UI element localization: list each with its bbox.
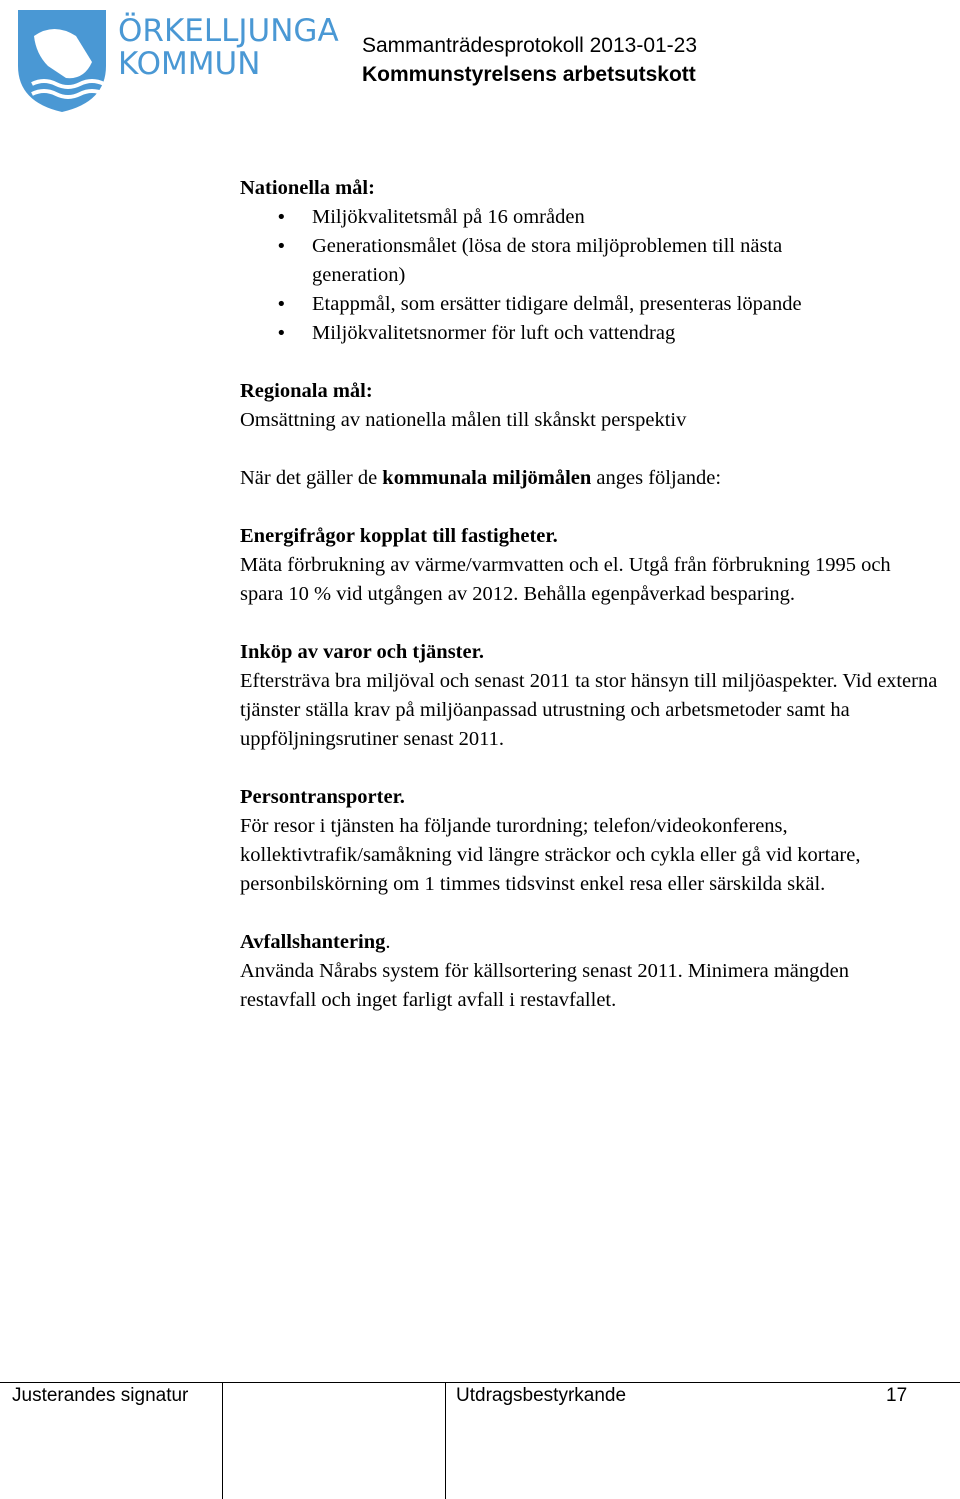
transport-text: För resor i tjänsten ha följande turordning; telefon/videokonferens, kollektivtrafik/samåkning vid längre sträckor och cykla eller gå vid kortare, personbilskörning om 1 timmes tidsvinst enkel resa eller särskilda skäl.: [240, 815, 861, 895]
logo-name-line2: KOMMUN: [118, 46, 261, 82]
extract-certifying-cell: [446, 1383, 846, 1499]
document-body: [240, 174, 940, 1015]
municipality-logo: [14, 6, 339, 116]
list-item: • Miljökvalitetsnormer för luft och vattendrag: [240, 319, 940, 348]
list-item: • Miljökvalitetsmål på 16 områden: [240, 203, 940, 232]
document-title: Sammanträdesprotokoll 2013-01-23: [362, 34, 698, 57]
list-item: • Etappmål, som ersätter tidigare delmål, presenteras löpande: [240, 290, 940, 319]
regional-goals-text: Omsättning av nationella målen till skånskt perspektiv: [240, 409, 687, 431]
purchase-heading: Inköp av varor och tjänster.: [240, 641, 484, 663]
municipal-goals-intro: [240, 464, 940, 493]
regional-goals-heading: Regionala mål:: [240, 380, 373, 402]
intro-bold: kommunala miljömålen: [382, 467, 592, 489]
purchase-text: Eftersträva bra miljöval och senast 2011 ta stor hänsyn till miljöaspekter. Vid externa tjänster ställa krav på miljöanpassad utrustning och arbetsmetoder samt ha uppföljningsrutiner senast 2011.: [240, 670, 938, 750]
logo-name-line1: ÖRKELLJUNGA: [118, 13, 339, 49]
energy-text: Mäta förbrukning av värme/varmvatten och el. Utgå från förbrukning 1995 och spara 10 % vid utgången av 2012. Behålla egenpåverkad besparing.: [240, 554, 891, 605]
waste-heading-dot: .: [385, 931, 391, 953]
waste-text: Använda Nårabs system för källsortering senast 2011. Minimera mängden restavfall och inget farligt avfall i restavfallet.: [240, 960, 849, 1011]
waste-heading: Avfallshantering: [240, 931, 386, 953]
energy-heading: Energifrågor kopplat till fastigheter.: [240, 525, 558, 547]
page-number: 17: [886, 1385, 908, 1406]
extract-certifying-label: Utdragsbestyrkande: [456, 1385, 627, 1406]
committee-name: Kommunstyrelsens arbetsutskott: [362, 63, 696, 86]
municipality-coat-of-arms-icon: [14, 6, 114, 114]
national-goals-list: [240, 203, 940, 348]
signature-field: [223, 1383, 446, 1499]
waste-heading-line: [240, 928, 940, 957]
national-goals-heading: Nationella mål:: [240, 177, 375, 199]
adjusting-signature-label: Justerandes signatur: [12, 1385, 189, 1406]
intro-prefix: När det gäller de: [240, 467, 383, 489]
signature-footer: [0, 1382, 960, 1499]
intro-suffix: anges följande:: [591, 467, 722, 489]
adjusting-signature-cell: [0, 1383, 223, 1499]
transport-heading: Persontransporter.: [240, 786, 405, 808]
list-item: • Generationsmålet (lösa de stora miljöproblemen till nästa generation): [240, 232, 872, 290]
